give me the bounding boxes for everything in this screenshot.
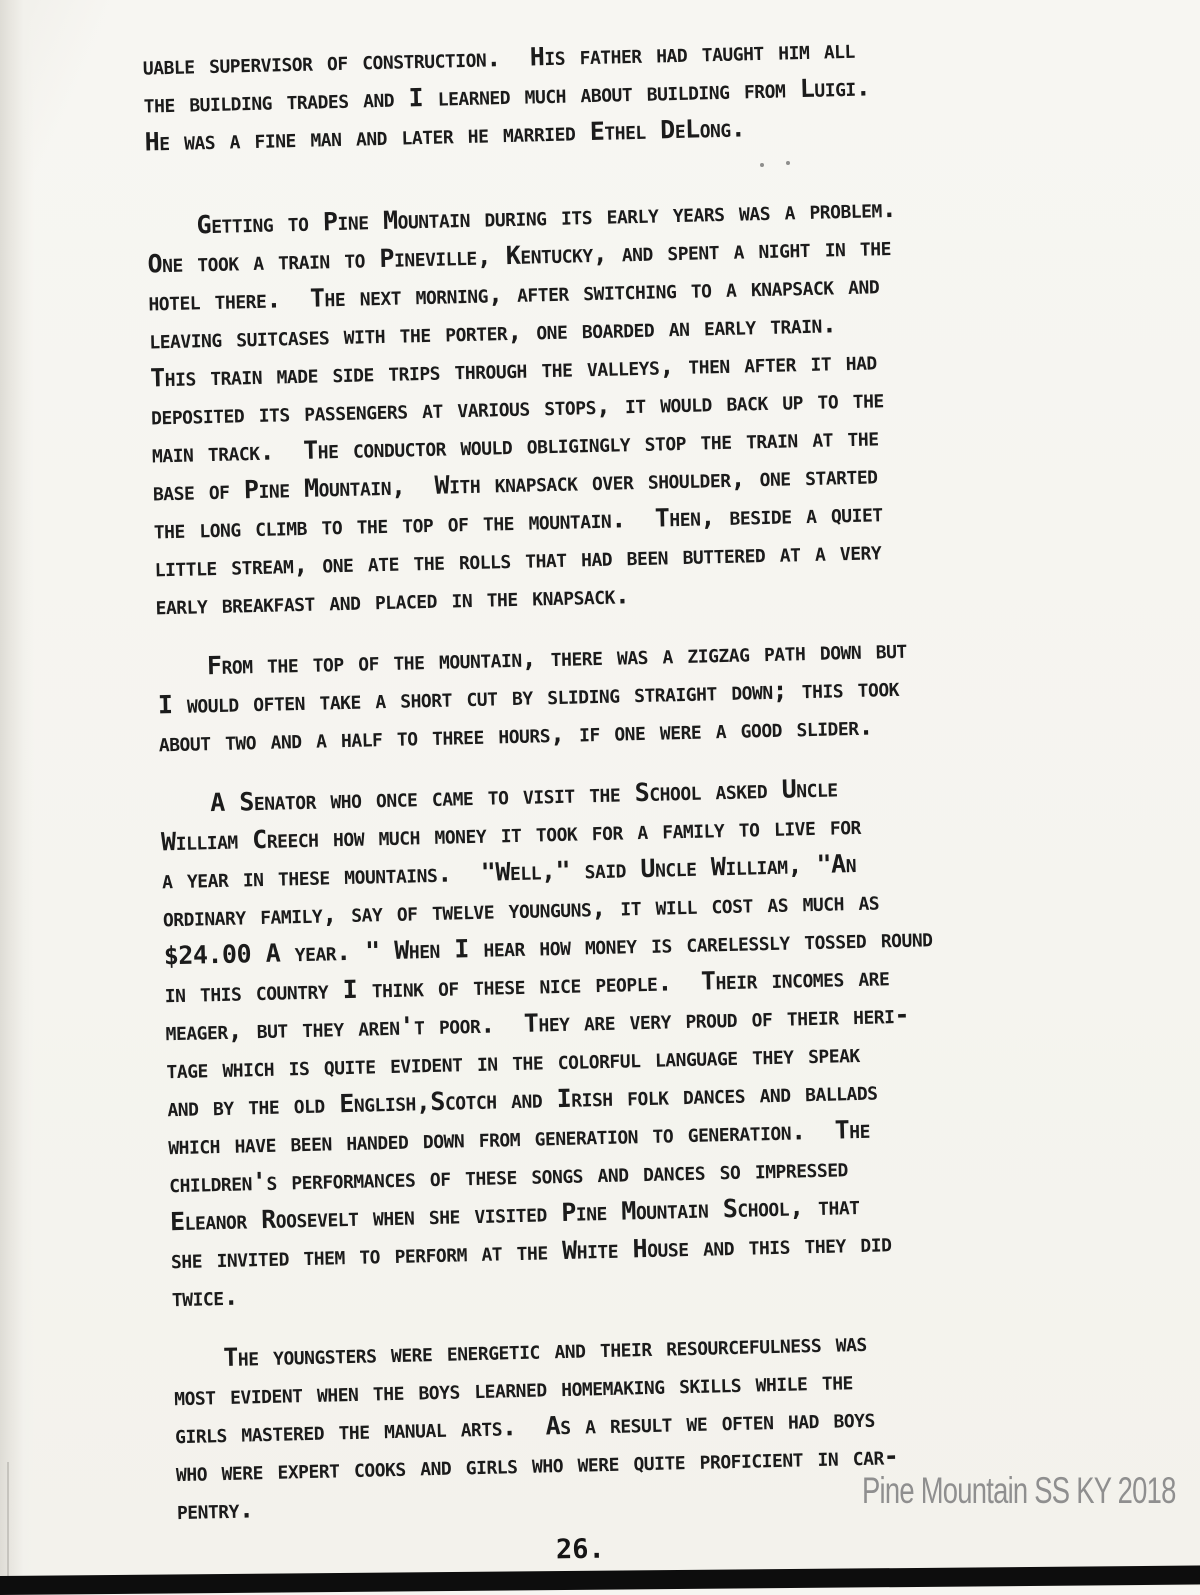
- ink-speck: [760, 163, 764, 167]
- typewritten-text-block: [142, 25, 1142, 1530]
- text-line: the building trades and I learned much about building from Luigi.: [143, 72, 871, 119]
- text-line: girls mastered the manual arts. As a result we often had boys: [174, 1403, 876, 1450]
- text-line: Eleanor Roosevelt when she visited Pine Mountain School, that: [169, 1191, 860, 1237]
- text-line: base of Pine Mountain, With knapsack over shoulder, one started: [152, 460, 878, 507]
- text-line: One took a train to Pineville, Kentucky, and spent a night in the: [147, 232, 892, 279]
- text-line: about two and a half to three hours, if one were a good slider.: [158, 711, 874, 758]
- text-line: William Creech how much money it took for a family to live for: [160, 810, 862, 857]
- text-line: and by the old English,Scotch and Irish folk dances and ballads: [167, 1076, 878, 1123]
- text-line: a year in these mountains. "Well," said Uncle William, "An: [161, 848, 857, 895]
- text-line: uable supervisor of construction. His father had taught him all: [142, 34, 856, 81]
- text-line: pentry.: [176, 1494, 254, 1526]
- text-line: she invited them to perform at the White House and this they did: [170, 1228, 892, 1275]
- text-line: main track. The conductor would obligingly stop the train at the: [151, 422, 879, 469]
- text-line: I would often take a short cut by sliding straight down; this took: [157, 672, 900, 720]
- text-line: who were expert cooks and girls who were quite proficient in car-: [175, 1441, 899, 1488]
- text-line: most evident when the boys learned homemaking skills while the: [173, 1366, 854, 1412]
- text-line: This train made side trips through the valleys, then after it had: [149, 346, 878, 393]
- text-line: deposited its passengers at various stops, it would back up to the: [150, 384, 885, 431]
- text-line: the long climb to the top of the mountain. Then, beside a quiet: [153, 498, 883, 545]
- text-line: ordinary family, say of twelve younguns, it will cost as much as: [162, 886, 880, 933]
- scan-line-artifact: [7, 1462, 9, 1586]
- text-line: The youngsters were energetic and their resourcefulness was: [222, 1327, 868, 1373]
- ink-speck: [786, 161, 790, 165]
- text-line: tage which is quite evident in the colorful language they speak: [166, 1038, 861, 1085]
- text-line: hotel there. The next morning, after switching to a knapsack and: [148, 270, 880, 317]
- text-line: meager, but they aren't poor. They are very proud of their heri-: [165, 999, 910, 1047]
- text-line: which have been handed down from generation to generation. The: [167, 1114, 871, 1161]
- paper-edge-shadow: [0, 0, 34, 1586]
- text-line: leaving suitcases with the porter, one boarded an early train.: [148, 309, 837, 355]
- text-line: From the top of the mountain, there was a zigzag path down but: [206, 634, 908, 681]
- archive-watermark: Pine Mountain SS KY 2018: [862, 1470, 1176, 1511]
- page-number: 26.: [555, 1533, 606, 1566]
- text-line: in this country I think of these nice people. Their incomes are: [164, 962, 890, 1009]
- text-line: Getting to Pine Mountain during its early years was a problem.: [196, 193, 897, 240]
- text-line: twice.: [171, 1281, 239, 1313]
- text-line: little stream, one ate the rolls that had been buttered at a very: [154, 536, 882, 583]
- text-line: children's performances of these songs and dances so impressed: [168, 1153, 849, 1199]
- text-line: A Senator who once came to visit the School asked Uncle: [209, 773, 838, 818]
- paragraph: [142, 25, 1109, 162]
- paragraph: [160, 763, 1137, 1318]
- text-line: He was a fine man and later he married Ethel DeLong.: [144, 113, 746, 157]
- text-line: early breakfast and placed in the knapsack.: [155, 580, 630, 621]
- text-line: $24.00 A year. " When I hear how money is carelessly tossed round: [163, 923, 933, 971]
- tilted-scan-content: [142, 25, 1142, 1553]
- paragraph: [146, 185, 1121, 626]
- paragraph: [157, 626, 1124, 763]
- scanner-edge-artifact: [0, 1565, 1200, 1595]
